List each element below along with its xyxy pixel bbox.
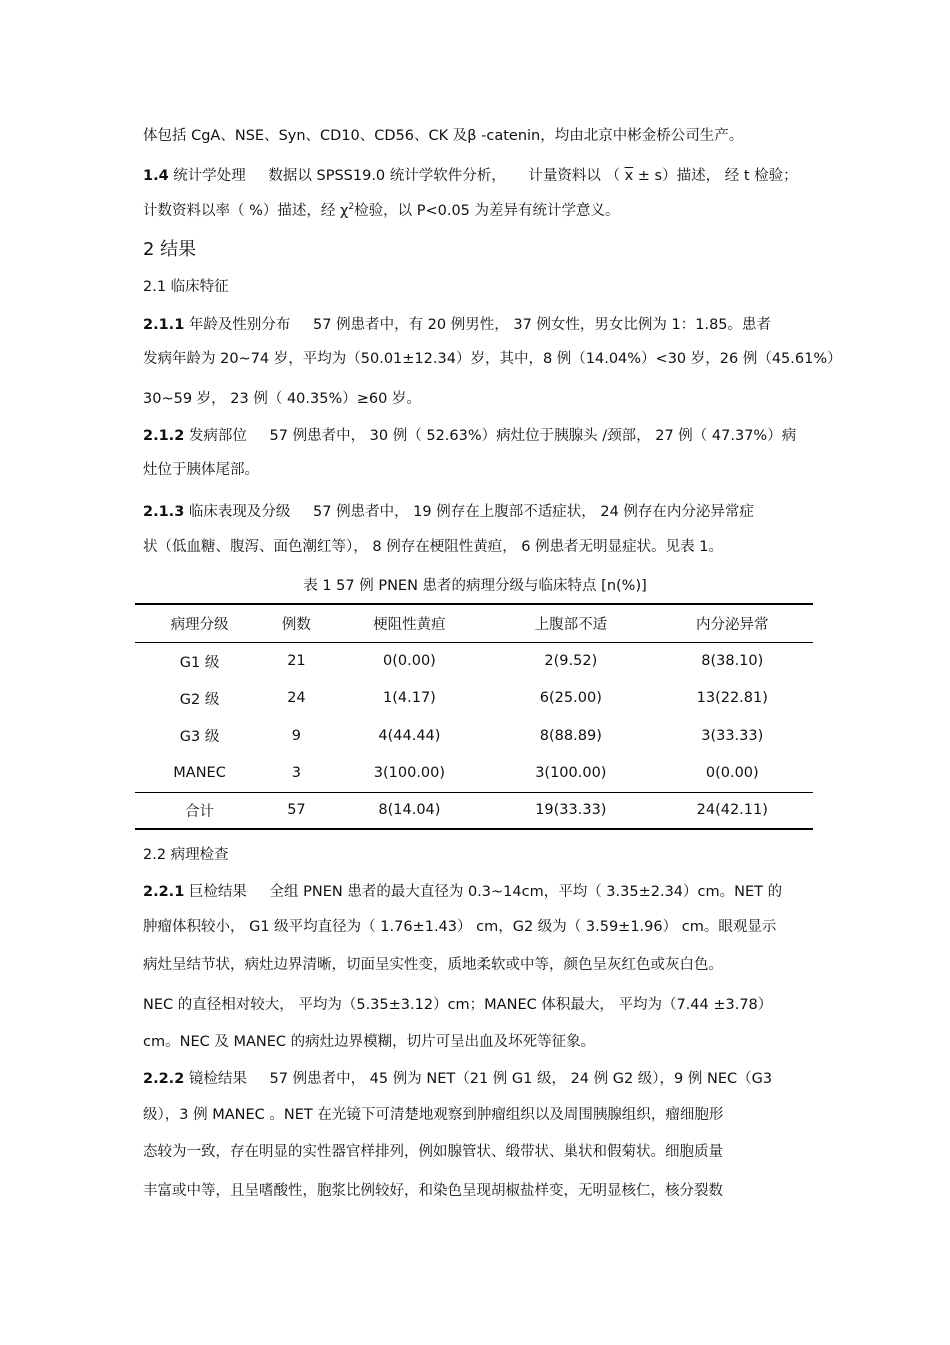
text: 状（低血糖、腹泻、面色潮红等）， 8 例存在梗阻性黄疸， 6 例患者无明显症状。见表 1。 — [143, 539, 723, 555]
column-header: 例数 — [264, 604, 329, 642]
table-cell: 4(44.44) — [378, 727, 441, 744]
table-cell: 3 — [291, 765, 302, 781]
table-cell: 24(42.11) — [652, 792, 813, 829]
table-cell: 19(33.33) — [490, 792, 651, 829]
heading-results — [143, 240, 196, 260]
superscript: 2 — [348, 202, 355, 213]
paragraph-line — [143, 917, 776, 937]
section-title: 发病部位 — [188, 428, 247, 444]
text: ± s）描述， 经 t 检验； — [633, 168, 798, 184]
text: 全组 PNEN 患者的最大直径为 0.3~14cm，平均（ 3.35±2.34）cm。NET 的 — [269, 884, 783, 900]
section-2-1-3 — [143, 502, 754, 522]
section-number: 2.1.1 — [143, 317, 185, 333]
table-cell: 2(9.52) — [544, 653, 598, 669]
text: 30~59 岁， 23 例（ 40.35%）≥60 岁。 — [143, 391, 421, 407]
paragraph-line — [143, 389, 421, 409]
table-cell: 6(25.00) — [539, 690, 602, 707]
section-title: 统计学处理 — [173, 168, 246, 184]
section-2-1-2 — [143, 426, 796, 446]
text: 肿瘤体积较小， G1 级平均直径为（ 1.76±1.43） cm，G2 级为（ 3.59±1.96） cm。眼观显示 — [143, 919, 777, 935]
section-2-1 — [143, 277, 229, 297]
table-row — [135, 717, 813, 755]
section-2-1-1 — [143, 315, 771, 335]
table-cell: 3(33.33) — [701, 727, 764, 744]
heading-text: 2 结果 — [143, 239, 197, 260]
paragraph-line — [143, 537, 723, 557]
table-cell: 3(100.00) — [535, 765, 607, 781]
section-title: 镜检结果 — [188, 1071, 247, 1087]
table-cell: G3 级 — [179, 729, 220, 746]
text: 态较为一致，存在明显的实性器官样排列，例如腺管状、缎带状、巢状和假菊状。细胞质量 — [143, 1144, 723, 1160]
table-cell: 21 — [287, 653, 306, 669]
paragraph-line — [143, 460, 259, 480]
column-header: 梗阻性黄疸 — [329, 604, 490, 642]
paragraph-line — [143, 349, 842, 369]
table-row — [135, 642, 813, 680]
text: 病灶呈结节状，病灶边界清晰，切面呈实性变，质地柔软或中等，颜色呈灰红色或灰白色。 — [143, 957, 723, 973]
text: 计数资料以率（ %）描述，经 χ — [143, 203, 349, 219]
paragraph-line — [143, 1142, 723, 1162]
text: NEC 的直径相对较大， 平均为（5.35±3.12）cm；MANEC 体积最大， 平均为（7.44 ±3.78） — [143, 997, 773, 1013]
table-cell: 8(88.89) — [539, 727, 602, 744]
table-row — [135, 680, 813, 718]
table-cell: 57 — [264, 792, 329, 829]
table-row — [135, 755, 813, 793]
section-2-2-2 — [143, 1069, 772, 1089]
table-total-row — [135, 792, 813, 829]
column-header: 上腹部不适 — [490, 604, 651, 642]
section-2-2-1 — [143, 882, 782, 902]
section-title: 2.1 临床特征 — [143, 279, 229, 295]
table-cell: 13(22.81) — [696, 690, 768, 707]
section-number: 2.2.2 — [143, 1071, 185, 1087]
table-cell: G2 级 — [179, 691, 220, 708]
table-cell: 合计 — [135, 792, 264, 829]
paragraph-line — [143, 201, 620, 221]
column-header: 内分泌异常 — [652, 604, 813, 642]
section-title: 巨检结果 — [188, 884, 247, 900]
section-number: 1.4 — [143, 168, 169, 184]
section-title: 2.2 病理检查 — [143, 847, 229, 863]
paragraph-line — [143, 1032, 595, 1052]
table-cell: MANEC — [173, 765, 226, 781]
pathology-table — [135, 603, 813, 830]
text: 体包括 CgA、NSE、Syn、CD10、CD56、CK 及β -catenin，均由北京中彬金桥公司生产。 — [143, 128, 744, 144]
table-cell: 24 — [287, 690, 306, 707]
table-cell: 0(0.00) — [705, 765, 759, 781]
paragraph-line — [143, 1105, 723, 1125]
text: cm。NEC 及 MANEC 的病灶边界模糊，切片可呈出血及坏死等征象。 — [143, 1034, 596, 1050]
text: 丰富或中等，且呈嗜酸性，胞浆比例较好，和染色呈现胡椒盐样变，无明显核仁，核分裂数 — [143, 1183, 723, 1199]
table-cell: 8(14.04) — [329, 792, 490, 829]
section-2-2 — [143, 845, 229, 865]
section-title: 年龄及性别分布 — [188, 317, 291, 333]
text: 灶位于胰体尾部。 — [143, 462, 259, 478]
paragraph-line — [143, 995, 772, 1015]
table-cell: 0(0.00) — [383, 653, 436, 669]
paragraph-line — [143, 126, 743, 146]
table-cell: 3(100.00) — [373, 765, 446, 781]
text: 57 例患者中， 30 例（ 52.63%）病灶位于胰腺头 /颈部， 27 例（ 47.37%）病 — [269, 428, 797, 444]
table-cell: 9 — [291, 727, 302, 744]
table-header-row — [135, 604, 813, 642]
text: 发病年龄为 20~74 岁，平均为（50.01±12.34）岁，其中，8 例（14.04%）<30 岁，26 例（45.61%） — [143, 351, 842, 367]
paragraph-line — [143, 955, 723, 975]
section-title: 临床表现及分级 — [188, 504, 291, 520]
text: 检验，以 P<0.05 为差异有统计学意义。 — [354, 203, 620, 219]
paragraph-line — [143, 1181, 723, 1201]
section-number: 2.2.1 — [143, 884, 185, 900]
text: 数据以 SPSS19.0 统计学软件分析， — [268, 168, 506, 184]
section-1-4 — [143, 166, 798, 186]
text: 计量资料以 （ — [528, 168, 625, 184]
mean-symbol: $\overline{x}$ — [624, 168, 634, 184]
section-number: 2.1.2 — [143, 428, 185, 444]
text: 57 例患者中， 45 例为 NET（21 例 G1 级， 24 例 G2 级），9 例 NEC（G3 — [269, 1071, 773, 1087]
table-cell: G1 级 — [179, 654, 220, 671]
table-cell: 8(38.10) — [701, 653, 764, 669]
table-caption: 表 1 57 例 PNEN 患者的病理分级与临床特点 [n(%)] — [303, 578, 647, 594]
table-cell: 1(4.17) — [383, 690, 436, 707]
column-header: 病理分级 — [135, 604, 264, 642]
text: 57 例患者中， 19 例存在上腹部不适症状， 24 例存在内分泌异常症 — [313, 504, 754, 520]
text: 级），3 例 MANEC 。NET 在光镜下可清楚地观察到肿瘤组织以及周围胰腺组织，瘤细胞形 — [143, 1107, 724, 1123]
section-number: 2.1.3 — [143, 504, 185, 520]
text: 57 例患者中，有 20 例男性， 37 例女性，男女比例为 1：1.85。患者 — [313, 317, 772, 333]
